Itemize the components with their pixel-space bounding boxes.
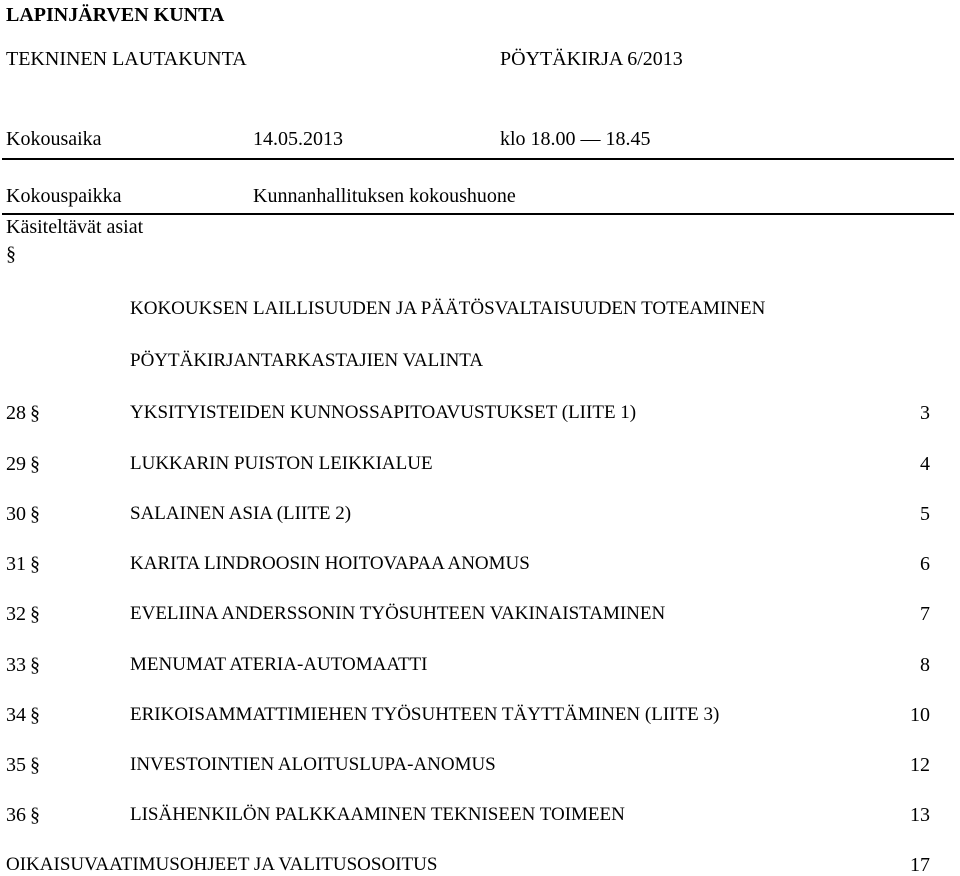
item-number: 34 (6, 704, 26, 726)
item-page: 3 (920, 402, 930, 424)
item-number: 36 (6, 804, 26, 826)
agenda-intro-item: PÖYTÄKIRJANTARKASTAJIEN VALINTA (130, 350, 484, 371)
item-title: SALAINEN ASIA (LIITE 2) (130, 503, 352, 524)
meeting-time-label: Kokousaika (6, 128, 102, 150)
item-title: INVESTOINTIEN ALOITUSLUPA-ANOMUS (130, 754, 496, 775)
section-symbol: § (30, 553, 40, 575)
agenda-label: Käsiteltävät asiat (6, 216, 144, 238)
divider-line (2, 213, 954, 215)
section-symbol: § (30, 804, 40, 826)
item-title: LUKKARIN PUISTON LEIKKIALUE (130, 453, 433, 474)
item-number: 35 (6, 754, 26, 776)
item-title: ERIKOISAMMATTIMIEHEN TYÖSUHTEEN TÄYTTÄMINEN (LIITE 3) (130, 704, 720, 725)
item-title: EVELIINA ANDERSSONIN TYÖSUHTEEN VAKINAISTAMINEN (130, 603, 666, 624)
item-number: 32 (6, 603, 26, 625)
item-page: 10 (910, 704, 930, 726)
section-symbol: § (30, 503, 40, 525)
item-number: 33 (6, 654, 26, 676)
item-page: 4 (920, 453, 930, 475)
committee-name: TEKNINEN LAUTAKUNTA (6, 48, 247, 70)
item-number: 29 (6, 453, 26, 475)
organization-name: LAPINJÄRVEN KUNTA (6, 4, 225, 26)
section-symbol: § (6, 243, 16, 265)
meeting-time: klo 18.00 — 18.45 (500, 128, 651, 150)
section-symbol: § (30, 453, 40, 475)
section-symbol: § (30, 704, 40, 726)
meeting-place: Kunnanhallituksen kokoushuone (253, 185, 516, 207)
item-title: KARITA LINDROOSIN HOITOVAPAA ANOMUS (130, 553, 530, 574)
item-title: YKSITYISTEIDEN KUNNOSSAPITOAVUSTUKSET (LIITE 1) (130, 402, 637, 423)
item-page: 7 (920, 603, 930, 625)
item-number: 30 (6, 503, 26, 525)
document-title: PÖYTÄKIRJA 6/2013 (500, 48, 683, 70)
section-symbol: § (30, 603, 40, 625)
item-title: MENUMAT ATERIA-AUTOMAATTI (130, 654, 428, 675)
item-number: 28 (6, 402, 26, 424)
item-page: 8 (920, 654, 930, 676)
meeting-date: 14.05.2013 (253, 128, 343, 150)
appeal-instructions-page: 17 (910, 854, 930, 876)
section-symbol: § (30, 754, 40, 776)
item-page: 12 (910, 754, 930, 776)
item-number: 31 (6, 553, 26, 575)
item-page: 5 (920, 503, 930, 525)
item-page: 6 (920, 553, 930, 575)
item-page: 13 (910, 804, 930, 826)
item-title: LISÄHENKILÖN PALKKAAMINEN TEKNISEEN TOIMEEN (130, 804, 625, 825)
meeting-place-label: Kokouspaikka (6, 185, 122, 207)
appeal-instructions-title: OIKAISUVAATIMUSOHJEET JA VALITUSOSOITUS (6, 854, 438, 875)
section-symbol: § (30, 654, 40, 676)
divider-line (2, 158, 954, 160)
section-symbol: § (30, 402, 40, 424)
agenda-intro-item: KOKOUKSEN LAILLISUUDEN JA PÄÄTÖSVALTAISUUDEN TOTEAMINEN (130, 298, 766, 319)
